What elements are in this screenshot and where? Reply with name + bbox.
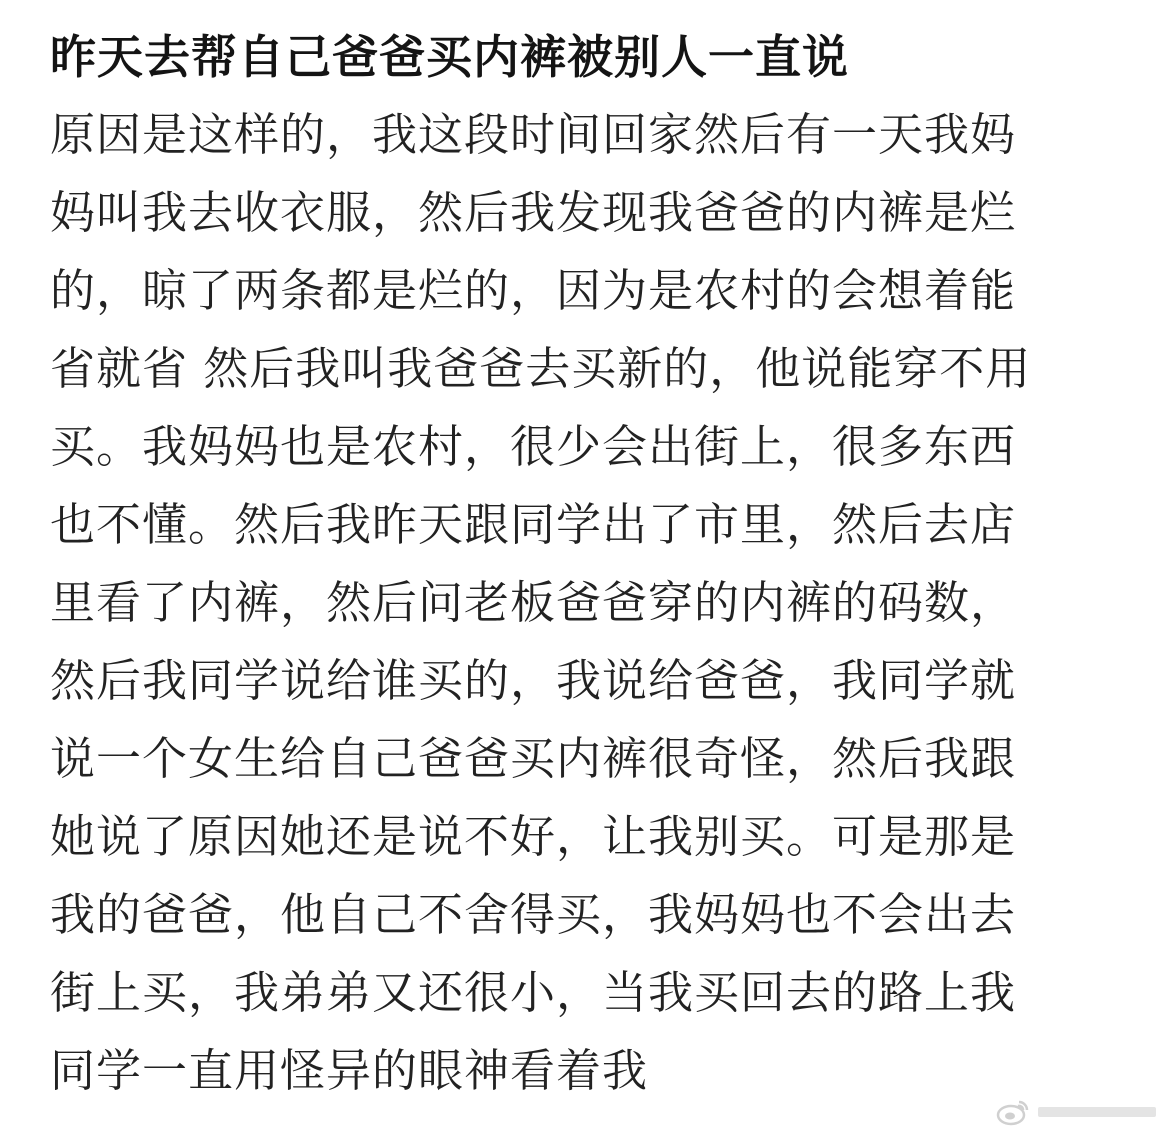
- body-line: 然后我同学说给谁买的，我说给爸爸，我同学就: [50, 654, 1017, 707]
- weibo-logo-icon: [996, 1098, 1030, 1126]
- body-line: 妈叫我去收衣服，然后我发现我爸爸的内裤是烂: [50, 186, 1017, 239]
- body-line: 买。我妈妈也是农村，很少会出街上，很多东西: [50, 420, 1017, 473]
- body-line: 也不懂。然后我昨天跟同学出了市里，然后去店: [50, 498, 1017, 551]
- watermark-handle: [1038, 1101, 1158, 1123]
- body-line: 的，晾了两条都是烂的，因为是农村的会想着能: [50, 264, 1017, 317]
- watermark: [996, 1098, 1158, 1126]
- body-line: 省就省 然后我叫我爸爸去买新的，他说能穿不用: [50, 342, 1032, 395]
- body-line: 原因是这样的，我这段时间回家然后有一天我妈: [50, 108, 1017, 161]
- body-line: 街上买，我弟弟又还很小，当我买回去的路上我: [50, 966, 1017, 1019]
- post: [50, 22, 1130, 1110]
- post-title: 昨天去帮自己爸爸买内裤被别人一直说: [50, 30, 849, 84]
- body-line: 我的爸爸，他自己不舍得买，我妈妈也不会出去: [50, 888, 1017, 941]
- body-line: 说一个女生给自己爸爸买内裤很奇怪，然后我跟: [50, 732, 1017, 785]
- body-line: 里看了内裤，然后问老板爸爸穿的内裤的码数，: [50, 576, 1017, 629]
- body-line: 同学一直用怪异的眼神看着我: [50, 1044, 649, 1097]
- post-body: [50, 96, 1130, 1110]
- body-line: 她说了原因她还是说不好，让我别买。可是那是: [50, 810, 1017, 863]
